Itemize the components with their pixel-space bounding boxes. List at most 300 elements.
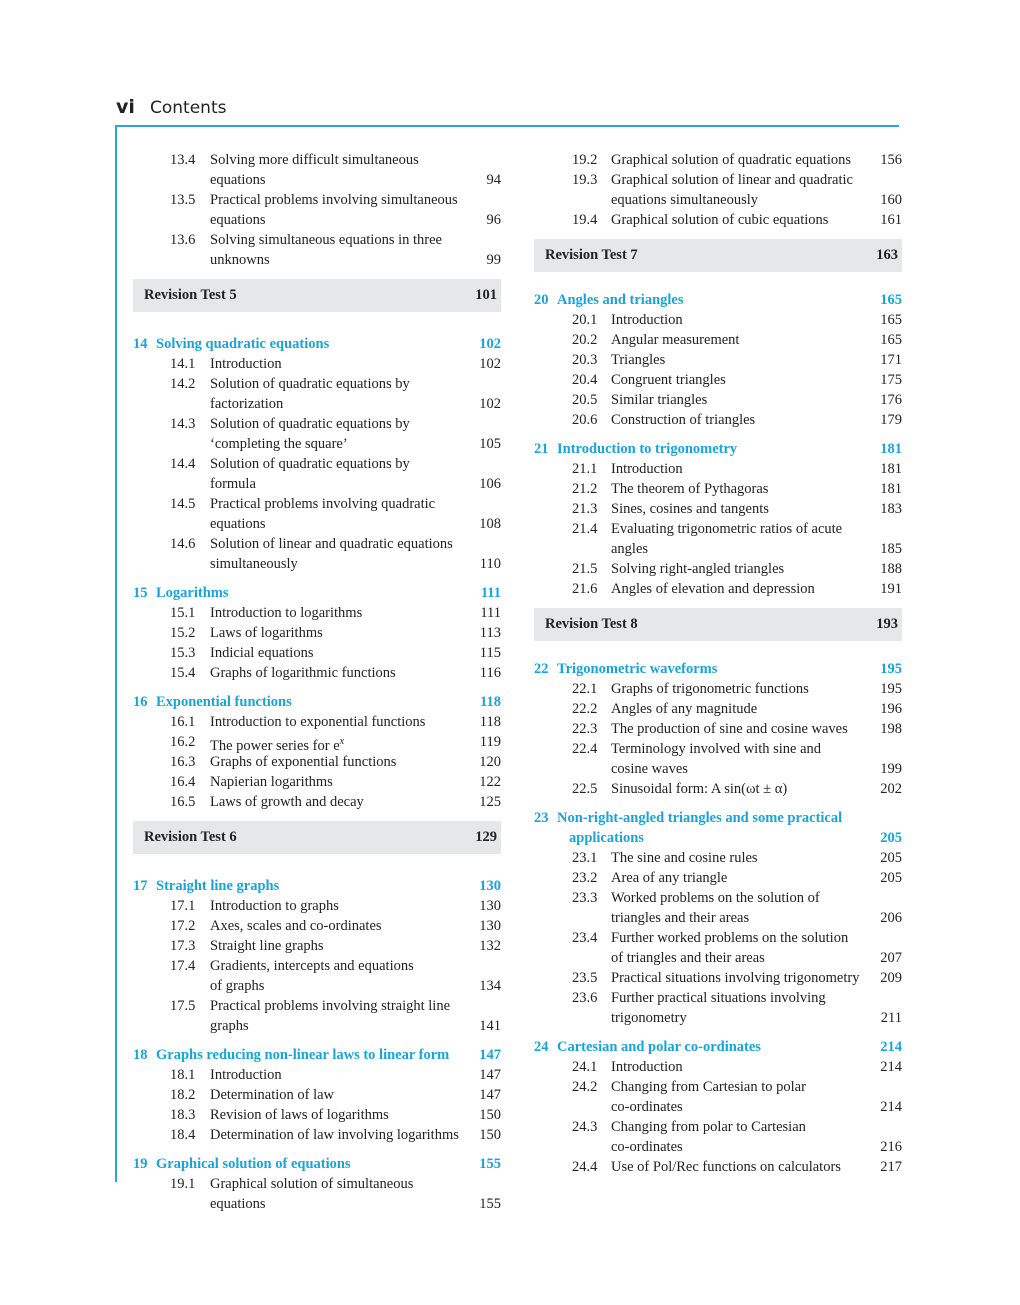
section-title: Solution of quadratic equations by bbox=[210, 376, 410, 392]
section-number: 19.4 bbox=[572, 212, 598, 228]
section-entry-continued[interactable] bbox=[133, 474, 501, 494]
chapter-title: Graphical solution of equations bbox=[156, 1156, 351, 1172]
section-page: 132 bbox=[479, 938, 501, 954]
section-page: 202 bbox=[880, 781, 902, 797]
section-page: 185 bbox=[880, 541, 902, 557]
section-page: 199 bbox=[880, 761, 902, 777]
section-title: Sines, cosines and tangents bbox=[611, 501, 769, 517]
chapter-title: Trigonometric waveforms bbox=[557, 661, 718, 677]
section-number: 23.1 bbox=[572, 850, 598, 866]
spacer bbox=[133, 270, 501, 279]
section-title: Solution of quadratic equations by bbox=[210, 456, 410, 472]
chapter-number: 22 bbox=[534, 661, 549, 677]
spacer bbox=[534, 599, 902, 608]
section-number: 14.1 bbox=[170, 356, 196, 372]
section-page: 207 bbox=[880, 950, 902, 966]
section-entry[interactable] bbox=[534, 699, 902, 719]
section-entry[interactable] bbox=[133, 1065, 501, 1085]
section-title: Determination of law involving logarithms bbox=[210, 1127, 459, 1143]
section-title: Laws of logarithms bbox=[210, 625, 323, 641]
section-title: Graphs of trigonometric functions bbox=[611, 681, 809, 697]
section-page: 134 bbox=[479, 978, 501, 994]
spacer bbox=[534, 230, 902, 239]
section-number: 14.3 bbox=[170, 416, 196, 432]
section-page: 176 bbox=[880, 392, 902, 408]
section-title: of triangles and their areas bbox=[611, 950, 765, 966]
section-entry[interactable] bbox=[534, 1057, 902, 1077]
section-title: Angular measurement bbox=[611, 332, 740, 348]
section-entry-continued[interactable] bbox=[133, 1194, 501, 1214]
section-page: 171 bbox=[880, 352, 902, 368]
section-title: Introduction bbox=[210, 1067, 282, 1083]
section-title: Triangles bbox=[611, 352, 666, 368]
section-entry[interactable] bbox=[133, 1085, 501, 1105]
section-title: Introduction bbox=[611, 461, 683, 477]
chapter-number: 17 bbox=[133, 878, 148, 894]
page-header bbox=[116, 96, 226, 118]
chapter-title: Straight line graphs bbox=[156, 878, 280, 894]
section-entry[interactable] bbox=[133, 956, 501, 976]
section-title: Worked problems on the solution of bbox=[611, 890, 820, 906]
section-number: 21.6 bbox=[572, 581, 598, 597]
section-entry[interactable] bbox=[133, 230, 501, 250]
section-entry[interactable] bbox=[534, 1157, 902, 1177]
section-entry[interactable] bbox=[133, 414, 501, 434]
revision-test-box[interactable] bbox=[133, 821, 501, 854]
section-title: Construction of triangles bbox=[611, 412, 756, 428]
section-page: 122 bbox=[479, 774, 501, 790]
revision-test-page: 129 bbox=[475, 829, 497, 845]
revision-test-page: 193 bbox=[876, 616, 898, 632]
section-number: 13.6 bbox=[170, 232, 196, 248]
chapter-number: 19 bbox=[133, 1156, 148, 1172]
section-entry[interactable] bbox=[133, 623, 501, 643]
chapter-title: Graphs reducing non-linear laws to linear form bbox=[156, 1047, 450, 1063]
section-page: 141 bbox=[479, 1018, 501, 1034]
section-entry-continued[interactable] bbox=[133, 250, 501, 270]
section-entry[interactable] bbox=[534, 390, 902, 410]
section-page: 118 bbox=[479, 714, 501, 730]
section-entry[interactable] bbox=[133, 752, 501, 772]
section-page: 205 bbox=[880, 850, 902, 866]
chapter-page: 130 bbox=[479, 878, 501, 894]
revision-test-title: Revision Test 8 bbox=[545, 616, 638, 632]
section-entry[interactable] bbox=[534, 988, 902, 1008]
section-title: trigonometry bbox=[611, 1010, 687, 1026]
section-number: 18.4 bbox=[170, 1127, 196, 1143]
section-entry-continued[interactable] bbox=[133, 554, 501, 574]
section-number: 20.2 bbox=[572, 332, 598, 348]
section-entry[interactable] bbox=[133, 494, 501, 514]
section-entry[interactable] bbox=[534, 410, 902, 430]
section-entry[interactable] bbox=[133, 534, 501, 554]
section-title: Graphs of exponential functions bbox=[210, 754, 397, 770]
section-title: Practical situations involving trigonometry bbox=[611, 970, 860, 986]
section-title: Solution of linear and quadratic equations bbox=[210, 536, 453, 552]
section-number: 15.1 bbox=[170, 605, 196, 621]
section-entry[interactable] bbox=[133, 374, 501, 394]
section-number: 21.3 bbox=[572, 501, 598, 517]
toc-right-column bbox=[534, 150, 902, 1177]
section-title: Napierian logarithms bbox=[210, 774, 333, 790]
section-title: Graphical solution of linear and quadratic bbox=[611, 172, 853, 188]
section-entry-continued[interactable] bbox=[133, 434, 501, 454]
section-entry[interactable] bbox=[133, 354, 501, 374]
section-entry[interactable] bbox=[133, 454, 501, 474]
section-entry-continued[interactable] bbox=[133, 976, 501, 996]
section-number: 23.4 bbox=[572, 930, 598, 946]
section-entry[interactable] bbox=[534, 1077, 902, 1097]
section-page: 147 bbox=[479, 1067, 501, 1083]
section-page: 214 bbox=[880, 1059, 902, 1075]
section-number: 20.1 bbox=[572, 312, 598, 328]
toc-left-column bbox=[133, 150, 501, 1214]
section-entry[interactable] bbox=[534, 928, 902, 948]
chapter-number: 23 bbox=[534, 810, 549, 826]
section-title: equations bbox=[210, 516, 266, 532]
section-page: 181 bbox=[880, 461, 902, 477]
chapter-entry[interactable] bbox=[133, 1154, 501, 1174]
chapter-page: 214 bbox=[880, 1039, 902, 1055]
revision-test-box[interactable] bbox=[534, 608, 902, 641]
section-number: 14.2 bbox=[170, 376, 196, 392]
spacer bbox=[534, 272, 902, 290]
section-number: 15.3 bbox=[170, 645, 196, 661]
section-number: 14.5 bbox=[170, 496, 196, 512]
section-number: 17.2 bbox=[170, 918, 196, 934]
section-page: 205 bbox=[880, 870, 902, 886]
section-page: 211 bbox=[880, 1010, 902, 1026]
section-title: Similar triangles bbox=[611, 392, 708, 408]
section-page: 147 bbox=[479, 1087, 501, 1103]
chapter-title: Exponential functions bbox=[156, 694, 292, 710]
section-title: Use of Pol/Rec functions on calculators bbox=[611, 1159, 841, 1175]
section-entry[interactable] bbox=[534, 519, 902, 539]
section-number: 17.1 bbox=[170, 898, 196, 914]
revision-test-title: Revision Test 6 bbox=[144, 829, 237, 845]
section-number: 16.2 bbox=[170, 734, 196, 750]
section-entry[interactable] bbox=[133, 772, 501, 792]
section-number: 17.4 bbox=[170, 958, 196, 974]
section-number: 22.1 bbox=[572, 681, 598, 697]
section-number: 15.2 bbox=[170, 625, 196, 641]
section-entry[interactable] bbox=[534, 330, 902, 350]
chapter-number: 14 bbox=[133, 336, 148, 352]
section-number: 21.5 bbox=[572, 561, 598, 577]
spacer bbox=[133, 683, 501, 692]
spacer bbox=[534, 430, 902, 439]
section-entry[interactable] bbox=[133, 643, 501, 663]
section-title: Solution of quadratic equations by bbox=[210, 416, 410, 432]
section-page: 130 bbox=[479, 918, 501, 934]
section-entry[interactable] bbox=[534, 150, 902, 170]
section-entry[interactable] bbox=[133, 712, 501, 732]
chapter-page: 111 bbox=[480, 585, 501, 601]
section-title: of graphs bbox=[210, 978, 265, 994]
section-page: 115 bbox=[479, 645, 501, 661]
chapter-number: 24 bbox=[534, 1039, 549, 1055]
section-page: 111 bbox=[480, 605, 501, 621]
section-page: 175 bbox=[880, 372, 902, 388]
section-entry[interactable] bbox=[133, 190, 501, 210]
section-page: 181 bbox=[880, 481, 902, 497]
section-title: ‘completing the square’ bbox=[210, 436, 348, 452]
revision-test-title: Revision Test 5 bbox=[144, 287, 237, 303]
section-page: 106 bbox=[479, 476, 501, 492]
section-entry[interactable] bbox=[534, 848, 902, 868]
section-title: Determination of law bbox=[210, 1087, 335, 1103]
chapter-page: 205 bbox=[880, 830, 902, 846]
section-title: Gradients, intercepts and equations bbox=[210, 958, 414, 974]
section-entry[interactable] bbox=[133, 1174, 501, 1194]
section-title: formula bbox=[210, 476, 256, 492]
revision-test-page: 163 bbox=[876, 247, 898, 263]
section-number: 22.2 bbox=[572, 701, 598, 717]
section-title: Graphical solution of simultaneous bbox=[210, 1176, 414, 1192]
section-page: 113 bbox=[479, 625, 501, 641]
section-entry[interactable] bbox=[534, 310, 902, 330]
section-title: Area of any triangle bbox=[611, 870, 728, 886]
chapter-title: Logarithms bbox=[156, 585, 229, 601]
section-entry[interactable] bbox=[133, 792, 501, 812]
section-entry-continued[interactable] bbox=[534, 190, 902, 210]
chapter-entry[interactable] bbox=[534, 439, 902, 459]
section-entry-continued[interactable] bbox=[133, 1016, 501, 1036]
section-title: Practical problems involving quadratic bbox=[210, 496, 436, 512]
section-number: 24.3 bbox=[572, 1119, 598, 1135]
section-title: cosine waves bbox=[611, 761, 688, 777]
section-entry[interactable] bbox=[534, 868, 902, 888]
section-title: Terminology involved with sine and bbox=[611, 741, 822, 757]
spacer bbox=[133, 574, 501, 583]
section-page: 214 bbox=[880, 1099, 902, 1115]
chapter-page: 155 bbox=[479, 1156, 501, 1172]
section-title: Introduction bbox=[210, 356, 282, 372]
section-entry-continued[interactable] bbox=[534, 539, 902, 559]
section-page: 102 bbox=[479, 356, 501, 372]
section-entry[interactable] bbox=[534, 370, 902, 390]
spacer bbox=[133, 312, 501, 334]
section-number: 22.4 bbox=[572, 741, 598, 757]
spacer bbox=[534, 641, 902, 659]
margin-rule bbox=[115, 125, 117, 1182]
section-entry[interactable] bbox=[133, 150, 501, 170]
section-entry-continued[interactable] bbox=[534, 948, 902, 968]
section-number: 17.3 bbox=[170, 938, 196, 954]
section-page: 198 bbox=[880, 721, 902, 737]
section-number: 18.1 bbox=[170, 1067, 196, 1083]
page-number: vi bbox=[116, 96, 135, 118]
section-title: Introduction bbox=[611, 1059, 683, 1075]
spacer bbox=[534, 1028, 902, 1037]
section-entry[interactable] bbox=[133, 936, 501, 956]
section-title: Congruent triangles bbox=[611, 372, 726, 388]
section-title: The theorem of Pythagoras bbox=[611, 481, 769, 497]
section-entry[interactable] bbox=[133, 1125, 501, 1145]
section-entry[interactable] bbox=[133, 603, 501, 623]
chapter-page: 181 bbox=[880, 441, 902, 457]
section-entry[interactable] bbox=[534, 350, 902, 370]
chapter-entry[interactable] bbox=[534, 290, 902, 310]
section-number: 23.6 bbox=[572, 990, 598, 1006]
section-entry[interactable] bbox=[534, 499, 902, 519]
spacer bbox=[133, 1036, 501, 1045]
chapter-title: Introduction to trigonometry bbox=[557, 441, 738, 457]
section-number: 14.4 bbox=[170, 456, 196, 472]
chapter-page: 118 bbox=[480, 694, 501, 710]
section-title: equations bbox=[210, 212, 266, 228]
section-page: 108 bbox=[479, 516, 501, 532]
section-title: simultaneously bbox=[210, 556, 298, 572]
section-page: 155 bbox=[479, 1196, 501, 1212]
section-entry-continued[interactable] bbox=[133, 210, 501, 230]
section-entry[interactable] bbox=[534, 559, 902, 579]
section-number: 24.4 bbox=[572, 1159, 598, 1175]
chapter-page: 102 bbox=[479, 336, 501, 352]
chapter-number: 15 bbox=[133, 585, 148, 601]
section-page: 150 bbox=[479, 1127, 501, 1143]
running-title: Contents bbox=[150, 98, 227, 118]
section-page: 99 bbox=[486, 252, 501, 268]
chapter-entry-continued[interactable] bbox=[534, 828, 902, 848]
section-number: 19.2 bbox=[572, 152, 598, 168]
section-entry-continued[interactable] bbox=[133, 514, 501, 534]
chapter-entry[interactable] bbox=[534, 659, 902, 679]
section-number: 20.3 bbox=[572, 352, 598, 368]
revision-test-page: 101 bbox=[475, 287, 497, 303]
section-entry-continued[interactable] bbox=[133, 170, 501, 190]
chapter-page: 195 bbox=[880, 661, 902, 677]
section-entry[interactable] bbox=[133, 996, 501, 1016]
chapter-entry[interactable] bbox=[534, 808, 902, 828]
section-entry[interactable] bbox=[534, 170, 902, 190]
section-title: equations bbox=[210, 1196, 266, 1212]
chapter-title: Angles and triangles bbox=[557, 292, 684, 308]
spacer bbox=[534, 799, 902, 808]
section-title: The production of sine and cosine waves bbox=[611, 721, 848, 737]
section-title: Indicial equations bbox=[210, 645, 314, 661]
section-entry[interactable] bbox=[534, 968, 902, 988]
revision-test-box[interactable] bbox=[534, 239, 902, 272]
section-title: Revision of laws of logarithms bbox=[210, 1107, 389, 1123]
chapter-entry[interactable] bbox=[133, 1045, 501, 1065]
chapter-title: Cartesian and polar co-ordinates bbox=[557, 1039, 761, 1055]
section-number: 23.2 bbox=[572, 870, 598, 886]
revision-test-box[interactable] bbox=[133, 279, 501, 312]
chapter-title: Solving quadratic equations bbox=[156, 336, 330, 352]
section-number: 18.2 bbox=[170, 1087, 196, 1103]
section-title: The sine and cosine rules bbox=[611, 850, 758, 866]
section-title: Introduction to logarithms bbox=[210, 605, 363, 621]
section-number: 19.3 bbox=[572, 172, 598, 188]
section-page: 216 bbox=[880, 1139, 902, 1155]
section-title: Laws of growth and decay bbox=[210, 794, 364, 810]
section-title: graphs bbox=[210, 1018, 249, 1034]
section-entry-continued[interactable] bbox=[534, 908, 902, 928]
section-title: equations bbox=[210, 172, 266, 188]
chapter-title: applications bbox=[569, 830, 644, 846]
section-entry-continued[interactable] bbox=[534, 759, 902, 779]
section-page: 209 bbox=[880, 970, 902, 986]
section-entry[interactable] bbox=[534, 679, 902, 699]
section-number: 20.6 bbox=[572, 412, 598, 428]
section-entry[interactable] bbox=[534, 479, 902, 499]
section-title: Practical problems involving straight line bbox=[210, 998, 451, 1014]
section-title: Introduction to exponential functions bbox=[210, 714, 426, 730]
section-number: 21.4 bbox=[572, 521, 598, 537]
section-title: angles bbox=[611, 541, 649, 557]
section-entry-continued[interactable] bbox=[534, 1097, 902, 1117]
section-entry[interactable] bbox=[133, 663, 501, 683]
section-entry[interactable] bbox=[133, 1105, 501, 1125]
section-entry-continued[interactable] bbox=[534, 1137, 902, 1157]
section-number: 24.1 bbox=[572, 1059, 598, 1075]
section-page: 105 bbox=[479, 436, 501, 452]
section-title: Practical problems involving simultaneous bbox=[210, 192, 458, 208]
chapter-entry[interactable] bbox=[133, 583, 501, 603]
spacer bbox=[133, 1145, 501, 1154]
section-title: Straight line graphs bbox=[210, 938, 324, 954]
section-page: 161 bbox=[880, 212, 902, 228]
chapter-title: Non-right-angled triangles and some practical bbox=[557, 810, 843, 826]
section-entry[interactable] bbox=[133, 732, 501, 752]
section-entry[interactable] bbox=[534, 779, 902, 799]
section-entry[interactable] bbox=[534, 579, 902, 599]
section-page: 165 bbox=[880, 312, 902, 328]
section-entry[interactable] bbox=[534, 210, 902, 230]
section-entry-continued[interactable] bbox=[133, 394, 501, 414]
section-title: co-ordinates bbox=[611, 1139, 683, 1155]
section-title: Solving more difficult simultaneous bbox=[210, 152, 419, 168]
section-entry[interactable] bbox=[133, 916, 501, 936]
section-number: 22.5 bbox=[572, 781, 598, 797]
section-entry[interactable] bbox=[534, 1117, 902, 1137]
chapter-entry[interactable] bbox=[534, 1037, 902, 1057]
spacer bbox=[133, 812, 501, 821]
section-page: 150 bbox=[479, 1107, 501, 1123]
chapter-entry[interactable] bbox=[133, 334, 501, 354]
section-entry[interactable] bbox=[534, 719, 902, 739]
section-title: Changing from Cartesian to polar bbox=[611, 1079, 806, 1095]
chapter-number: 21 bbox=[534, 441, 549, 457]
section-title: Angles of any magnitude bbox=[611, 701, 758, 717]
section-entry[interactable] bbox=[534, 888, 902, 908]
section-title: Axes, scales and co-ordinates bbox=[210, 918, 382, 934]
section-page: 160 bbox=[880, 192, 902, 208]
section-entry-continued[interactable] bbox=[534, 1008, 902, 1028]
section-page: 206 bbox=[880, 910, 902, 926]
superscript: x bbox=[339, 736, 345, 747]
section-title: Introduction to graphs bbox=[210, 898, 339, 914]
section-number: 16.3 bbox=[170, 754, 196, 770]
section-number: 13.4 bbox=[170, 152, 196, 168]
section-entry[interactable] bbox=[133, 896, 501, 916]
section-page: 125 bbox=[479, 794, 501, 810]
section-number: 21.1 bbox=[572, 461, 598, 477]
section-entry[interactable] bbox=[534, 739, 902, 759]
chapter-number: 18 bbox=[133, 1047, 148, 1063]
section-title: Graphical solution of cubic equations bbox=[611, 212, 829, 228]
section-number: 14.6 bbox=[170, 536, 196, 552]
section-title: triangles and their areas bbox=[611, 910, 750, 926]
section-page: 102 bbox=[479, 396, 501, 412]
section-page: 96 bbox=[486, 212, 501, 228]
chapter-entry[interactable] bbox=[133, 876, 501, 896]
section-number: 16.5 bbox=[170, 794, 196, 810]
header-rule bbox=[116, 125, 899, 127]
section-entry[interactable] bbox=[534, 459, 902, 479]
chapter-entry[interactable] bbox=[133, 692, 501, 712]
